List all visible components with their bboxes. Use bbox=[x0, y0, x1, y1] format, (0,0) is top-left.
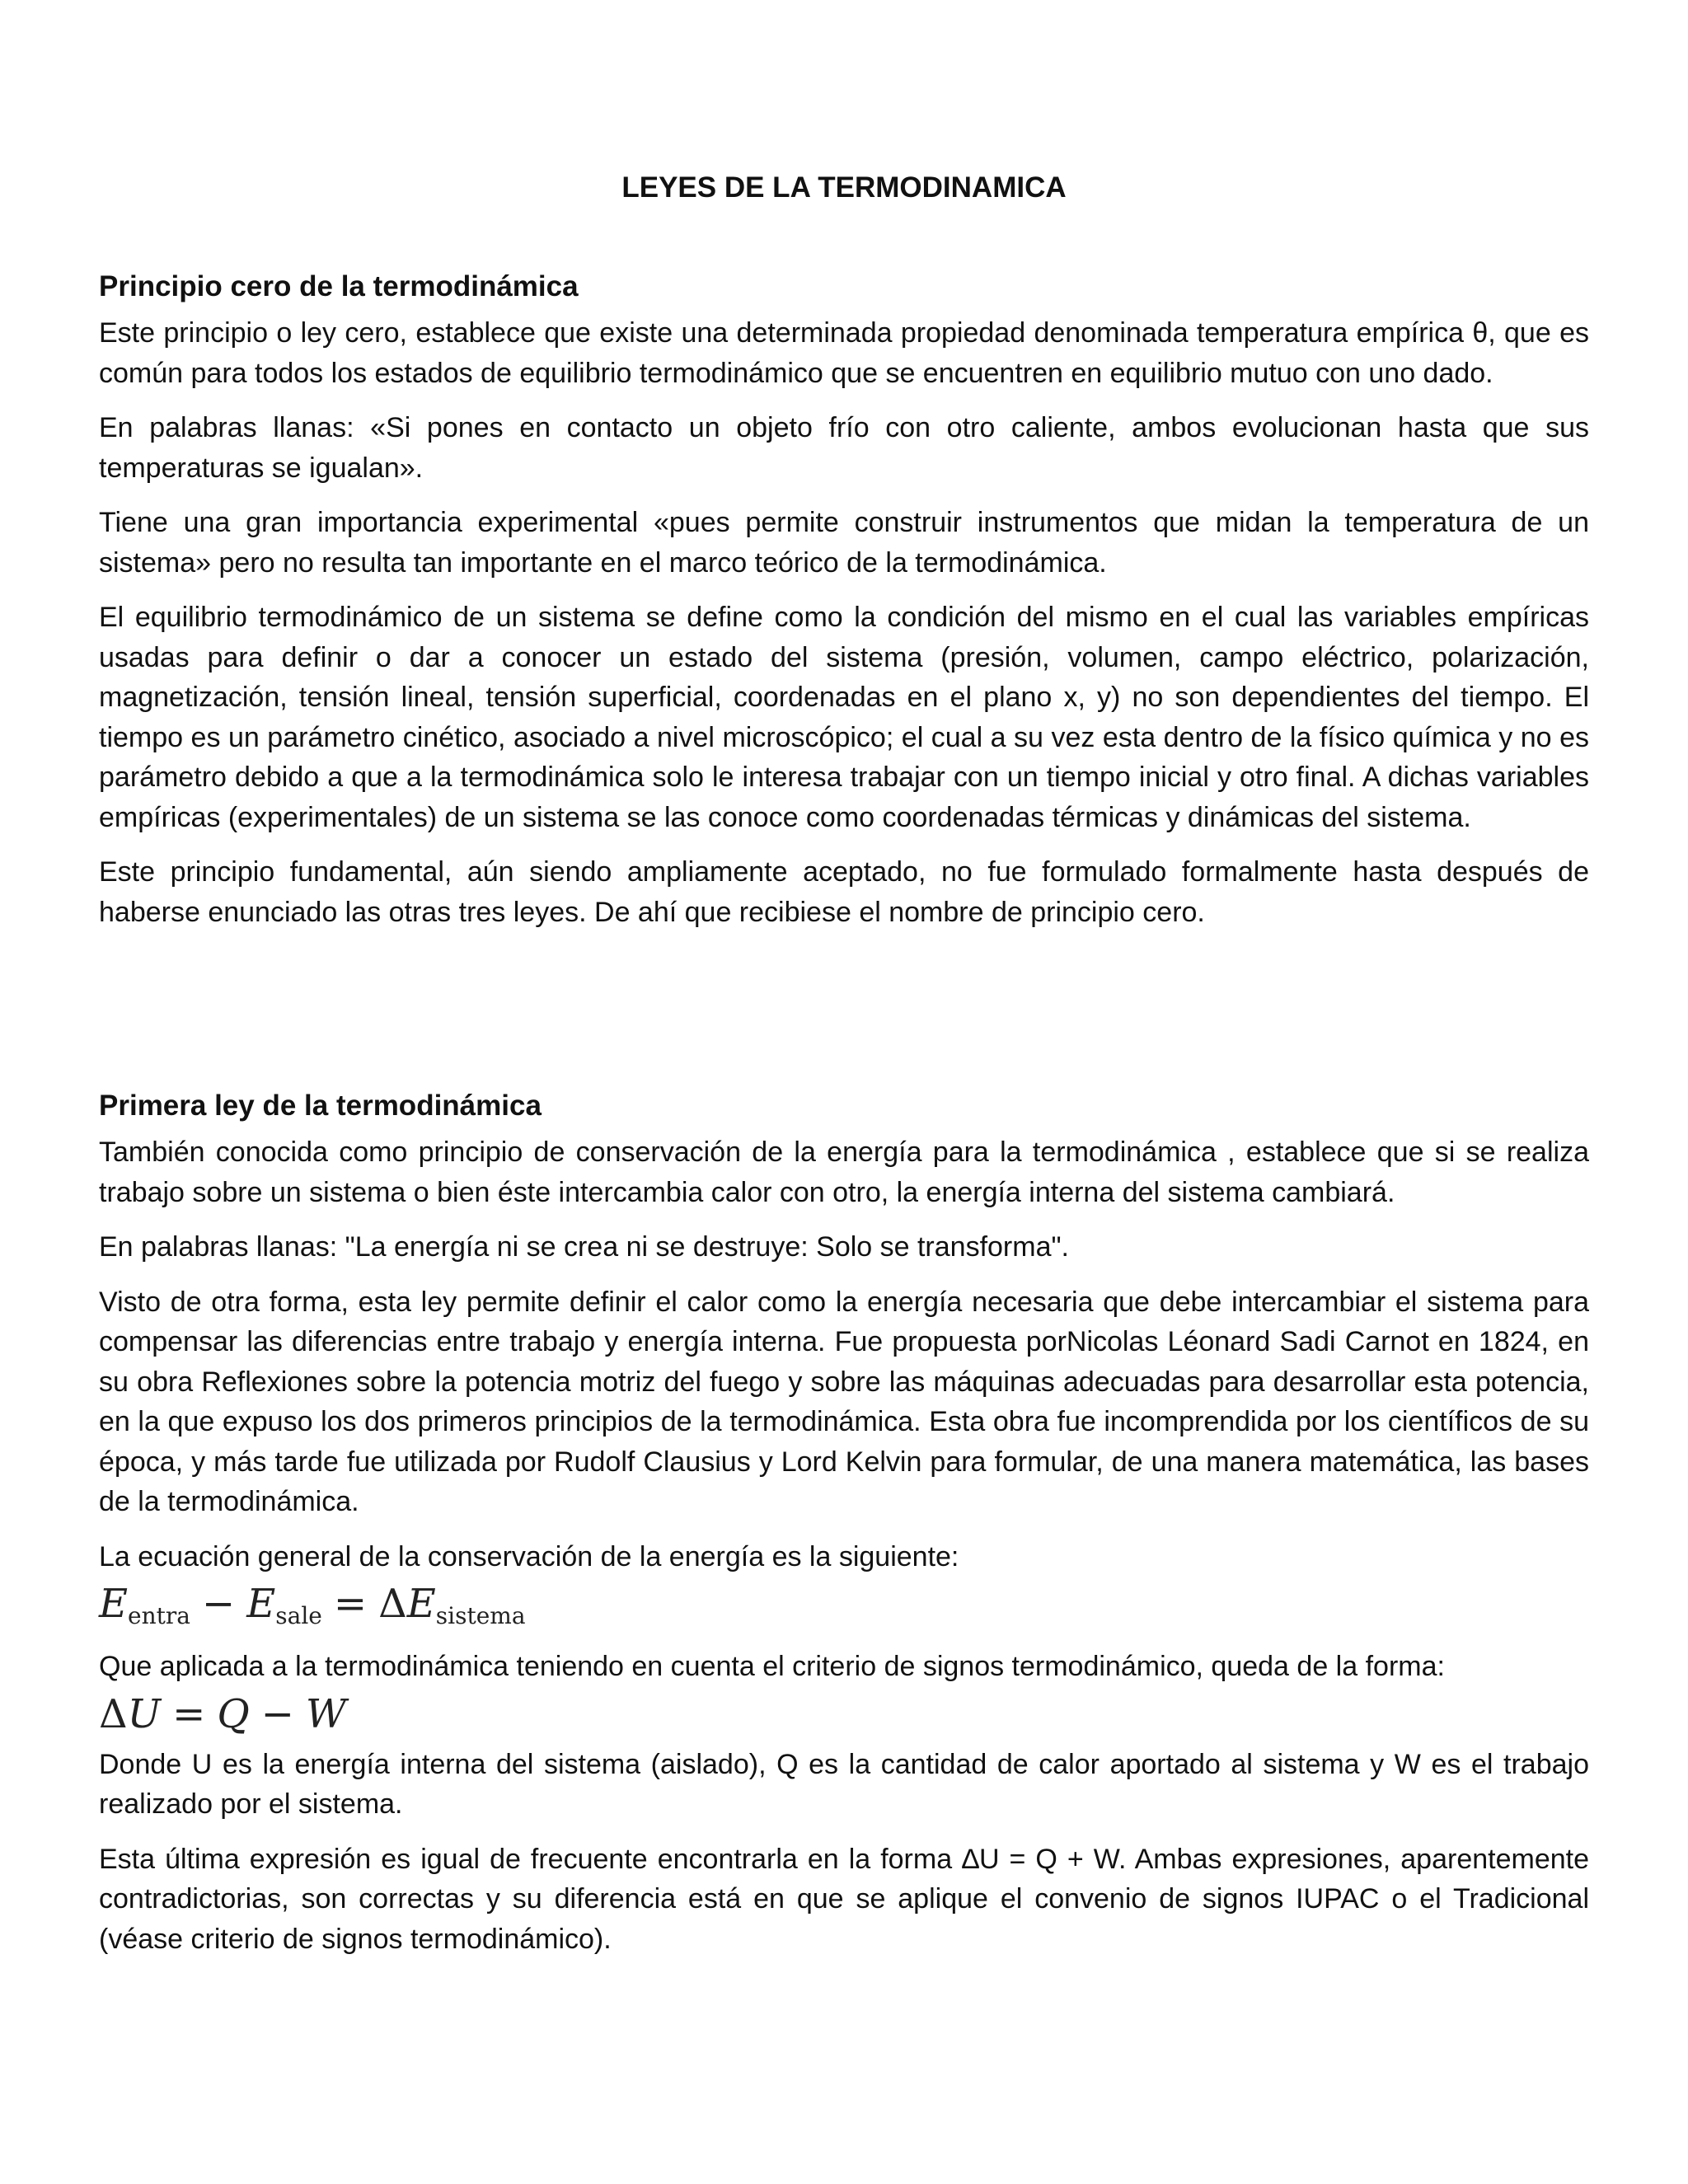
paragraph: Esta última expresión es igual de frecuente encontrarla en la forma ∆U = Q + W. Ambas expresiones, aparentemente contradictorias, son correctas y su diferencia está en que se aplique el convenio de signos IUPAC o el Tradicional (véase criterio de signos termodinámico). bbox=[99, 1843, 1589, 1955]
eq-delta: Δ bbox=[378, 1581, 407, 1627]
eq-subscript: sistema bbox=[435, 1602, 526, 1629]
eq-subscript: sale bbox=[275, 1602, 322, 1629]
paragraph: En palabras llanas: "La energía ni se crea ni se destruye: Solo se transforma". bbox=[99, 1231, 1070, 1263]
section-principio-cero bbox=[99, 269, 1589, 947]
eq-symbol: U bbox=[127, 1690, 162, 1737]
paragraph: Tiene una gran importancia experimental «pues permite construir instrumentos que midan la temperatura de un sistema» pero no resulta tan importante en el marco teórico de la termodinámica. bbox=[99, 507, 1589, 579]
paragraph: Este principio fundamental, aún siendo ampliamente aceptado, no fue formulado formalmente hasta después de haberse enunciado las otras tres leyes. De ahí que recibiese el nombre de principio cero. bbox=[99, 856, 1589, 928]
eq-symbol: E bbox=[99, 1581, 129, 1627]
eq-operator: − bbox=[201, 1581, 236, 1627]
paragraph: En palabras llanas: «Si pones en contacto un objeto frío con otro caliente, ambos evolucionan hasta que sus temperaturas se igualan». bbox=[99, 412, 1589, 484]
first-law-equation bbox=[99, 1690, 1589, 1738]
eq-symbol: E bbox=[406, 1581, 436, 1627]
eq-delta: Δ bbox=[99, 1690, 128, 1737]
eq-operator: = bbox=[333, 1581, 368, 1627]
paragraph: Este principio o ley cero, establece que existe una determinada propiedad denominada temperatura empírica θ, que es común para todos los estados de equilibrio termodinámico que se encuentren en equilibrio mutuo con uno dado. bbox=[99, 317, 1589, 389]
paragraph: La ecuación general de la conservación de la energía es la siguiente: bbox=[99, 1540, 959, 1572]
eq-operator: − bbox=[260, 1690, 294, 1737]
section-primera-ley bbox=[99, 1088, 1589, 1974]
document-title: LEYES DE LA TERMODINAMICA bbox=[621, 171, 1067, 204]
paragraph: El equilibrio termodinámico de un sistema se define como la condición del mismo en el cual las variables empíricas usadas para definir o dar a conocer un estado del sistema (presión, volumen, campo eléctrico, polarización, magnetización, tensión lineal, tensión superficial, coordenadas en el plano x, y) no son dependientes del tiempo. El tiempo es un parámetro cinético, asociado a nivel microscópico; el cual a su vez esta dentro de la físico química y no es parámetro debido a que a la termodinámica solo le interesa trabajar con un tiempo inicial y otro final. A dichas variables empíricas (experimentales) de un sistema se las conoce como coordenadas térmicas y dinámicas del sistema. bbox=[99, 602, 1589, 833]
eq-symbol: W bbox=[305, 1690, 347, 1737]
section-heading: Principio cero de la termodinámica bbox=[99, 270, 579, 302]
eq-operator: = bbox=[172, 1690, 206, 1737]
paragraph: Visto de otra forma, esta ley permite definir el calor como la energía necesaria que debe intercambiar el sistema para compensar las diferencias entre trabajo y energía interna. Fue propuesta porNicolas Léonard Sadi Carnot en 1824, en su obra Reflexiones sobre la potencia motriz del fuego y sobre las máquinas adecuadas para desarrollar esta potencia, en la que expuso los dos primeros principios de la termodinámica. Esta obra fue incomprendida por los científicos de su época, y más tarde fue utilizada por Rudolf Clausius y Lord Kelvin para formular, de una manera matemática, las bases de la termodinámica. bbox=[99, 1286, 1589, 1517]
eq-symbol: Q bbox=[217, 1690, 250, 1737]
paragraph: También conocida como principio de conservación de la energía para la termodinámica , establece que si se realiza trabajo sobre un sistema o bien éste intercambia calor con otro, la energía interna del sistema cambiará. bbox=[99, 1137, 1589, 1208]
energy-conservation-equation bbox=[99, 1580, 1589, 1640]
paragraph: Que aplicada a la termodinámica teniendo en cuenta el criterio de signos termodinámico, queda de la forma: bbox=[99, 1651, 1445, 1682]
eq-subscript: entra bbox=[128, 1602, 190, 1629]
paragraph: Donde U es la energía interna del sistema (aislado), Q es la cantidad de calor aportado al sistema y W es el trabajo realizado por el sistema. bbox=[99, 1748, 1589, 1820]
eq-symbol: E bbox=[246, 1581, 276, 1627]
section-heading: Primera ley de la termodinámica bbox=[99, 1090, 542, 1122]
